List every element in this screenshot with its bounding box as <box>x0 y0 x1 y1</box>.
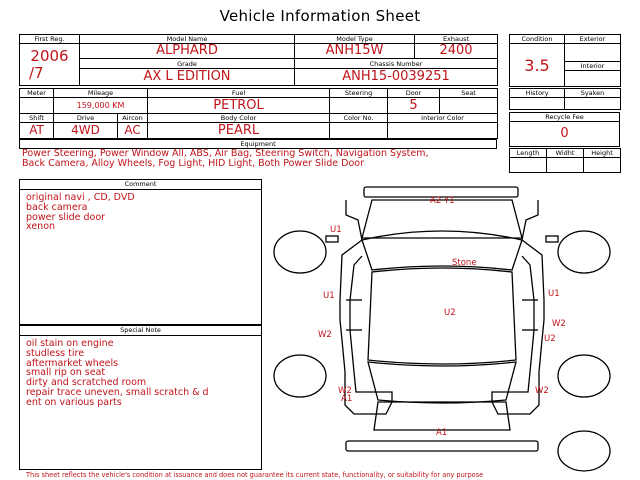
mark-u2-right: U2 <box>544 334 556 344</box>
wheel-front-left-icon <box>274 231 326 273</box>
chassis-label: Chassis Number <box>295 59 498 68</box>
roof-outline <box>368 268 516 364</box>
height-label: Height <box>584 149 621 158</box>
exhaust-value: 2400 <box>415 44 498 59</box>
comment-text: original navi , CD, DVD back camera power slide door xenon <box>26 192 135 233</box>
equipment-label: Equipment <box>20 140 497 149</box>
interior-color-label: Interior Color <box>388 114 498 123</box>
seat-label: Seat <box>440 89 498 98</box>
mark-u1-front-left: U1 <box>330 225 342 235</box>
fuel-value: PETROL <box>148 98 330 114</box>
first-reg-label: First Reg. <box>20 35 80 44</box>
mark-w2-left: W2 <box>318 330 332 340</box>
mark-w2-rear-right: W2 <box>535 386 549 396</box>
mark-a1-rear-left: A1 <box>341 394 353 404</box>
wheel-front-right-icon <box>558 231 610 273</box>
model-type-value: ANH15W <box>295 44 415 59</box>
mileage-value: 159,000 KM <box>54 98 148 114</box>
history-label: History <box>510 89 565 98</box>
rear-window-outline <box>368 362 516 403</box>
grade-label: Grade <box>80 59 295 68</box>
shift-label: Shift <box>20 114 54 123</box>
recycle-fee-label: Recycle Fee <box>510 113 620 122</box>
aircon-value: AC <box>118 123 148 139</box>
grade-value: AX L EDITION <box>80 68 295 85</box>
mark-u2-center: U2 <box>444 308 456 318</box>
sheet-title: Vehicle Information Sheet <box>219 7 421 25</box>
rear-bumper-outline <box>346 441 538 451</box>
body-color-value: PEARL <box>148 123 330 139</box>
condition-value: 3.5 <box>510 44 565 87</box>
condition-label: Condition <box>510 35 565 44</box>
mark-u1-left: U1 <box>323 291 335 301</box>
exterior-label: Exterior <box>565 35 621 44</box>
special-note-label: Special Note <box>20 326 261 336</box>
comment-label: Comment <box>20 180 261 190</box>
wheel-rear-left-icon <box>274 355 326 397</box>
door-value: 5 <box>388 98 440 114</box>
footer-disclaimer: This sheet reflects the vehicle's condition at issuance and does not guarantee its current state, functionality, or suitability for any purpose <box>26 471 484 479</box>
body-color-label: Body Color <box>148 114 330 123</box>
color-no-label: Color No. <box>330 114 388 123</box>
shift-value: AT <box>20 123 54 139</box>
left-side-outline <box>340 200 392 414</box>
right-mirror-icon <box>546 236 558 242</box>
mark-a2-y1: A2 Y1 <box>430 196 455 206</box>
rear-hatch-outline <box>374 402 510 430</box>
special-note-text: oil stain on engine studless tire aftermarket wheels small rip on seat dirty and scratched room repair trace uneven, small scratch & d ent on various parts <box>26 338 209 408</box>
mark-stone: Stone <box>452 258 477 268</box>
mark-u1-right: U1 <box>548 289 560 299</box>
left-mirror-icon <box>326 236 338 242</box>
aircon-label: Aircon <box>118 114 148 123</box>
mark-w2-rear-left: W2 <box>338 386 352 396</box>
recycle-fee-value: 0 <box>510 122 620 147</box>
drive-label: Drive <box>54 114 118 123</box>
syaken-label: Syaken <box>565 89 621 98</box>
first-reg-year: 2006 <box>30 46 69 65</box>
model-name-label: Model Name <box>80 35 295 44</box>
first-reg-month: /7 <box>29 63 44 82</box>
mark-a1-bottom: A1 <box>436 428 448 438</box>
model-type-label: Model Type <box>295 35 415 44</box>
meter-label: Meter <box>20 89 54 98</box>
width-label: Widht <box>547 149 584 158</box>
wheel-rear-right-icon <box>558 355 610 397</box>
model-name-value: ALPHARD <box>80 44 295 59</box>
right-side-outline <box>492 200 544 414</box>
mark-w2-right: W2 <box>552 319 566 329</box>
windshield-outline <box>362 231 522 270</box>
exhaust-label: Exhaust <box>415 35 498 44</box>
drive-value: 4WD <box>54 123 118 139</box>
door-label: Door <box>388 89 440 98</box>
interior-label: Interior <box>565 62 621 71</box>
spare-wheel-icon <box>558 431 610 471</box>
equipment-text: Power Steering, Power Window All, ABS, Air Bag, Steering Switch, Navigation System, Back Camera, Alloy Wheels, Fog Light, HID Light, Both Power Slide Door <box>22 148 429 169</box>
mileage-label: Mileage <box>54 89 148 98</box>
chassis-value: ANH15-0039251 <box>295 68 498 85</box>
steering-label: Steering <box>330 89 388 98</box>
fuel-label: Fuel <box>148 89 330 98</box>
length-label: Length <box>510 149 547 158</box>
